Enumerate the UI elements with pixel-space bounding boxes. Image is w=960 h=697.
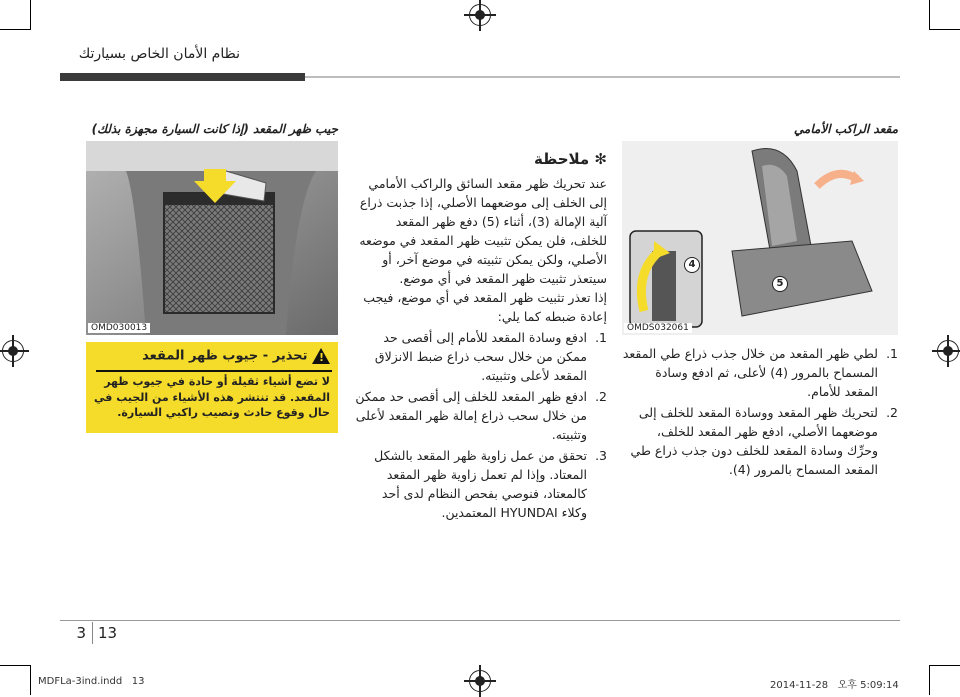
note-step: 2. ادفع ظهر المقعد للخلف إلى أقصى حد ممكن من خلال سحب ذراع إمالة ظهر المقعد لأعلى وتثبيته.	[355, 389, 607, 442]
registration-mark-top-icon	[469, 4, 491, 26]
page-header-title: نظام الأمان الخاص بسيارتك	[78, 46, 240, 62]
note-paragraph-2: إذا تعذر تثبيت ظهر المقعد في أي موضع، فيجب إعادة ضبطه كما يلي:	[363, 290, 607, 324]
note-step: 1. ادفع وسادة المقعد للأمام إلى أقصى حد ممكن من خلال سحب ذراع ضبط الانزلاق المقعد لأعلى وتثبيته.	[374, 330, 607, 383]
timestamp: 2014-11-28 오후 5:09:14	[770, 680, 899, 691]
note-star-icon: ✻	[594, 150, 607, 168]
note-label: ملاحظة	[533, 150, 590, 168]
header-band	[60, 73, 305, 81]
warning-icon: !	[312, 348, 330, 364]
page-number-chapter: 3	[76, 624, 86, 642]
page-number: 13	[98, 624, 118, 642]
note-step: 3. تحقق من عمل زاوية ظهر المقعد بالشكل المعتاد. وإذا لم تعمل زاوية ظهر المقعد كالمعتاد، فنوصي بفحص النظام لدى أحد وكلاء HYUNDAI المعتمدين.	[374, 448, 607, 520]
note-paragraph-1: عند تحريك ظهر مقعد السائق والراكب الأمامي إلى الخلف إلى موضعهما الأصلي، إذا جذبت ذراع آلية الإمالة (3)، أثناء (5) دفع ظهر المقعد للخلف، فلن يمكن تثبيت ظهر المقعد في موضعه الأصلي، ولكن يمكن تثبيته في موضع آخر، أو سيتعذر تثبيت ظهر المقعد في أي موضع.	[359, 176, 607, 286]
warning-title: تحذير - جيوب ظهر المقعد	[142, 348, 308, 364]
footer-rule	[60, 620, 900, 621]
seatback-pocket-heading: جيب ظهر المقعد (إذا كانت السيارة مجهزة بذلك)	[91, 122, 338, 136]
registration-mark-bottom-icon	[469, 670, 491, 692]
page-divider	[92, 622, 93, 644]
photo-code: OMDS032061	[624, 323, 692, 333]
registration-mark-left-icon	[2, 340, 24, 362]
callout-5: 5	[772, 276, 788, 292]
front-passenger-seat-heading: مقعد الراكب الأمامي	[793, 122, 898, 136]
callout-4: 4	[684, 257, 700, 273]
registration-mark-right-icon	[937, 340, 959, 362]
passenger-seat-photo	[622, 141, 898, 335]
warning-box	[86, 342, 338, 433]
seat-step: 1. لطي ظهر المقعد من خلال جذب ذراع طي المقعد المسماح بالمرور (4) لأعلى، ثم ادفع وسادة المقعد للأمام.	[622, 346, 898, 399]
warning-body: لا تضع أشياء ثقيلة أو حادة في جيوب ظهر المقعد. قد تنتشر هذه الأشياء من الجيب في حال وقوع حادث وتصيب راكبي السيارة.	[94, 375, 330, 419]
header-rule	[305, 76, 900, 78]
photo-code: OMD030013	[88, 323, 150, 333]
file-info: MDFLa-3ind.indd 13	[38, 676, 145, 687]
seat-step: 2. لتحريك ظهر المقعد ووسادة المقعد للخلف إلى موضعهما الأصلي، ادفع ظهر المقعد للخلف، وحرِّك وسادة المقعد للخلف دون جذب ذراع طي المقعد المسماح بالمرور (4).	[630, 405, 898, 477]
seatback-pocket-photo	[86, 141, 338, 335]
